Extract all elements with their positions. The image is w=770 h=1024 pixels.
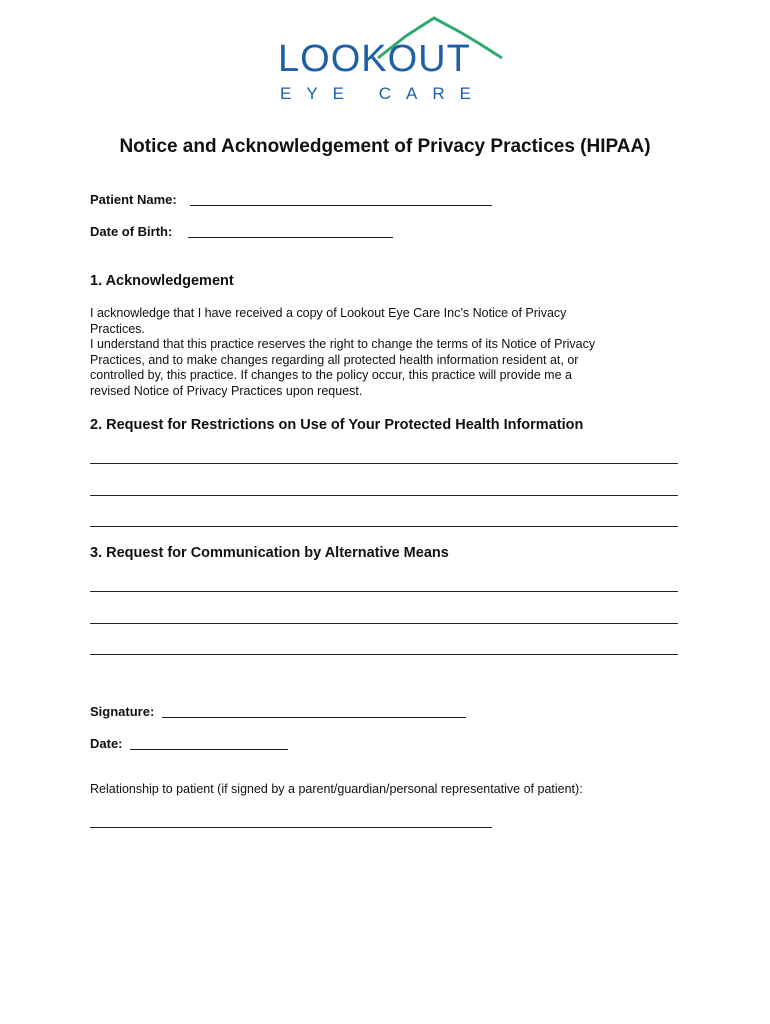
patient-name-field[interactable] xyxy=(190,205,492,206)
date-field[interactable] xyxy=(130,749,288,750)
relationship-field[interactable] xyxy=(90,827,492,828)
ack-line-5: controlled by, this practice. If changes to the policy occur, this practice will provide me a xyxy=(90,368,572,382)
logo-wordmark: LOOKOUT xyxy=(278,38,471,80)
relationship-label: Relationship to patient (if signed by a parent/guardian/personal representative of patient): xyxy=(90,782,583,796)
restrictions-line-2[interactable] xyxy=(90,495,678,496)
lookout-eye-care-logo xyxy=(276,14,506,106)
logo-subtitle: EYE CARE xyxy=(280,84,486,103)
patient-name-label: Patient Name: xyxy=(90,192,177,207)
ack-line-4: Practices, and to make changes regarding all protected health information resident at, or xyxy=(90,352,579,367)
alternative-means-line-3[interactable] xyxy=(90,654,678,655)
ack-line-2: Practices. xyxy=(90,321,145,336)
ack-line-1: I acknowledge that I have received a copy of Lookout Eye Care Inc’s Notice of Privacy xyxy=(90,306,567,320)
alternative-means-heading: 3. Request for Communication by Alternative Means xyxy=(90,545,449,561)
restrictions-line-3[interactable] xyxy=(90,526,678,527)
date-of-birth-label: Date of Birth: xyxy=(90,224,173,239)
restrictions-heading: 2. Request for Restrictions on Use of Your Protected Health Information xyxy=(90,417,584,433)
signature-label: Signature: xyxy=(90,704,155,719)
date-of-birth-field[interactable] xyxy=(188,237,393,238)
alternative-means-line-1[interactable] xyxy=(90,591,678,592)
page-title: Notice and Acknowledgement of Privacy Practices (HIPAA) xyxy=(119,136,651,157)
restrictions-line-1[interactable] xyxy=(90,463,678,464)
signature-field[interactable] xyxy=(162,717,466,718)
date-label: Date: xyxy=(90,736,123,751)
ack-line-6: revised Notice of Privacy Practices upon request. xyxy=(90,383,363,398)
acknowledgement-text xyxy=(90,306,690,399)
acknowledgement-heading: 1. Acknowledgement xyxy=(90,273,234,289)
alternative-means-line-2[interactable] xyxy=(90,623,678,624)
ack-line-3: I understand that this practice reserves the right to change the terms of its Notice of Privacy xyxy=(90,337,596,351)
